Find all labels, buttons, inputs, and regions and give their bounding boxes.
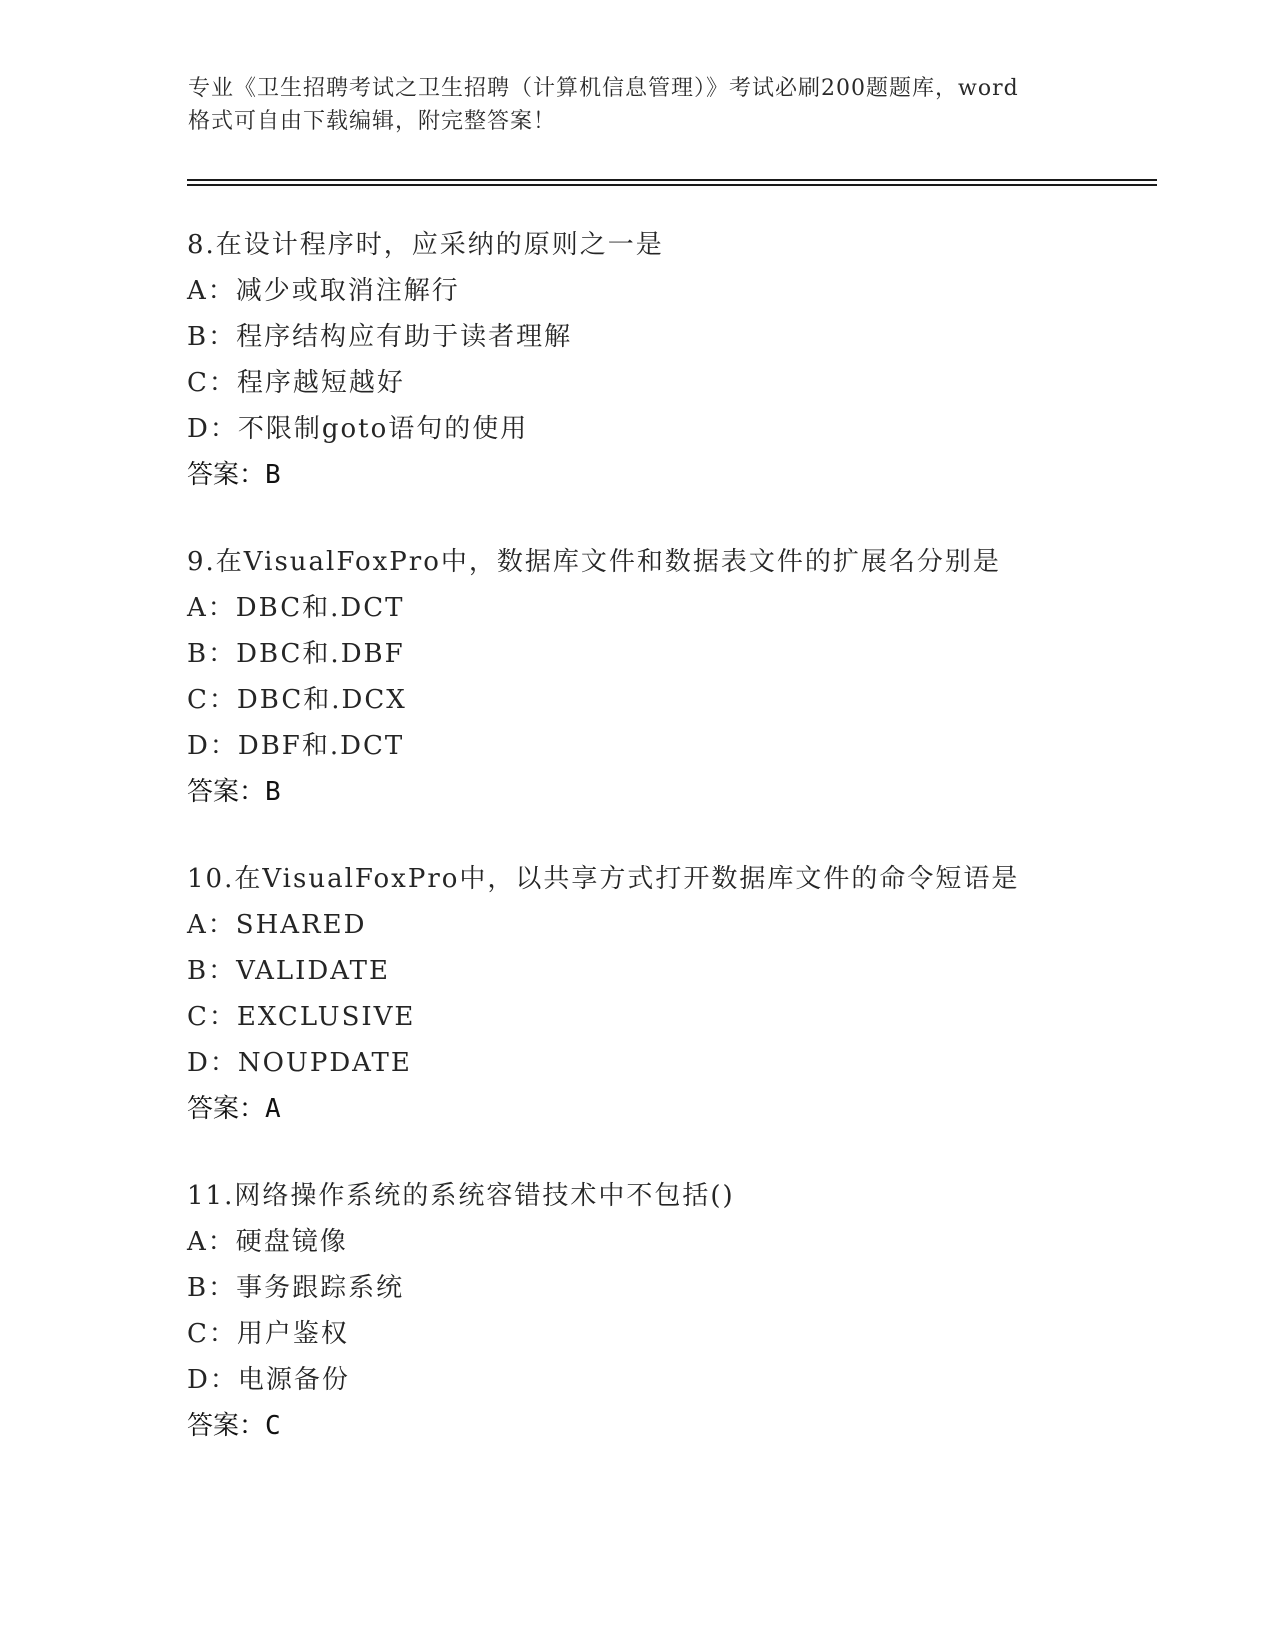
answer-value: C bbox=[265, 1411, 281, 1441]
header-line-1: 专业《卫生招聘考试之卫生招聘（计算机信息管理）》考试必刷200题题库，word bbox=[188, 76, 1019, 101]
option-c: C：程序越短越好 bbox=[187, 368, 405, 398]
option-d: D：不限制goto语句的使用 bbox=[187, 414, 529, 444]
question-stem: 8.在设计程序时，应采纳的原则之一是 bbox=[187, 230, 664, 260]
answer-value: A bbox=[265, 1094, 281, 1124]
answer-value: B bbox=[265, 460, 281, 490]
option-d: D：电源备份 bbox=[187, 1365, 350, 1395]
question-stem: 10.在VisualFoxPro中，以共享方式打开数据库文件的命令短语是 bbox=[187, 864, 1020, 894]
answer-line bbox=[187, 769, 1147, 815]
answer-label: 答案： bbox=[187, 777, 266, 807]
option-b: B：事务跟踪系统 bbox=[187, 1273, 405, 1303]
answer-label: 答案： bbox=[187, 460, 266, 490]
document-header bbox=[188, 72, 1088, 138]
answer-line bbox=[187, 1086, 1147, 1132]
option-d: D：DBF和.DCT bbox=[187, 731, 405, 761]
option-c: C：DBC和.DCX bbox=[187, 685, 407, 715]
question-block bbox=[187, 1173, 1147, 1449]
option-b: B：DBC和.DBF bbox=[187, 639, 405, 669]
question-stem: 9.在VisualFoxPro中，数据库文件和数据表文件的扩展名分别是 bbox=[187, 547, 1001, 577]
option-c: C：EXCLUSIVE bbox=[187, 1002, 416, 1032]
option-a: A：减少或取消注解行 bbox=[187, 276, 460, 306]
header-divider-top bbox=[187, 179, 1157, 181]
option-d: D：NOUPDATE bbox=[187, 1048, 412, 1078]
question-block bbox=[187, 222, 1147, 498]
answer-label: 答案： bbox=[187, 1411, 266, 1441]
question-block bbox=[187, 539, 1147, 815]
answer-line bbox=[187, 452, 1147, 498]
header-divider-bottom bbox=[187, 184, 1157, 186]
question-block bbox=[187, 856, 1147, 1132]
option-b: B：VALIDATE bbox=[187, 956, 390, 986]
option-b: B：程序结构应有助于读者理解 bbox=[187, 322, 573, 352]
option-c: C：用户鉴权 bbox=[187, 1319, 349, 1349]
answer-value: B bbox=[265, 777, 281, 807]
header-line-2: 格式可自由下载编辑，附完整答案！ bbox=[188, 109, 557, 134]
answer-label: 答案： bbox=[187, 1094, 266, 1124]
answer-line bbox=[187, 1403, 1147, 1449]
question-stem: 11.网络操作系统的系统容错技术中不包括() bbox=[187, 1181, 735, 1211]
option-a: A：DBC和.DCT bbox=[187, 593, 405, 623]
option-a: A：SHARED bbox=[187, 910, 367, 940]
option-a: A：硬盘镜像 bbox=[187, 1227, 348, 1257]
